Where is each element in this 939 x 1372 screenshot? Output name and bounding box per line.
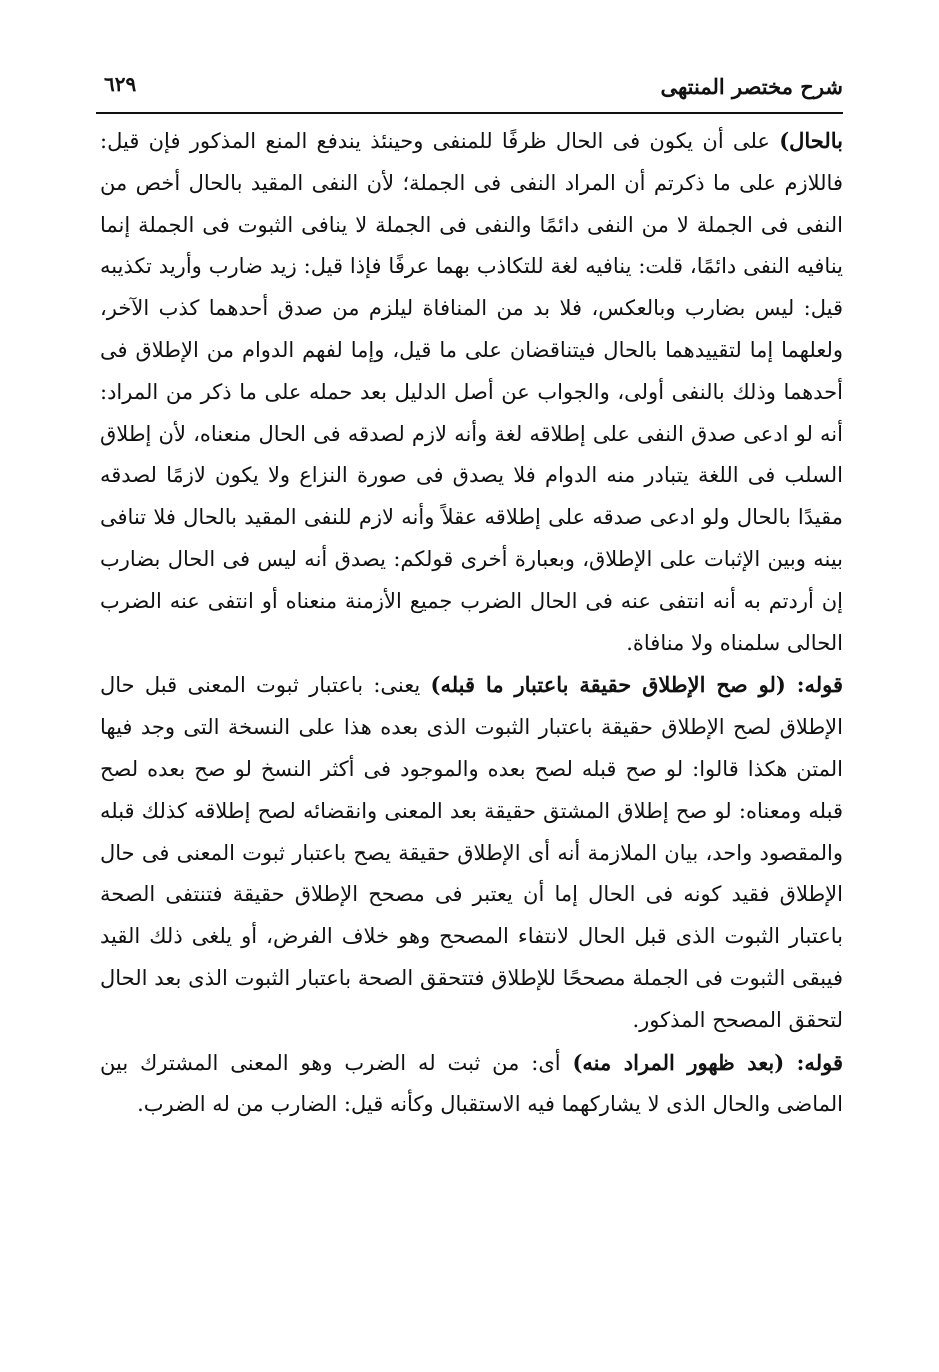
paragraph-text: أى: من ثبت له الضرب وهو المعنى المشترك بين الماضى والحال الذى لا يشاركهما فيه الاستقبال وكأنه قيل: الضارب من له الضرب. (100, 1050, 843, 1117)
paragraph-lead: قوله: (بعد ظهور المراد منه) (572, 1049, 843, 1075)
body-text (100, 120, 843, 1126)
paragraph (100, 120, 843, 664)
running-header (96, 66, 843, 110)
paragraph-text: يعنى: باعتبار ثبوت المعنى قبل حال الإطلاق لصح الإطلاق حقيقة باعتبار الثبوت الذى بعده هذا على النسخة التى وجد فيها المتن هكذا قالوا: لو صح قبله لصح بعده والموجود فى أكثر النسخ لو صح بعده لصح قبله ومعناه: لو صح إطلاق المشتق حقيقة بعد المعنى وانقضائه لصح إطلاقه كذلك قبله والمقصود واحد، بيان الملازمة أنه أى الإطلاق حقيقة يصح باعتبار ثبوت المعنى فى حال الإطلاق فقيد كونه فى الحال إما أن يعتبر فى مصحح الإطلاق حقيقة فتنتفى الصحة باعتبار الثبوت الذى قبل الحال لانتفاء المصحح وهو خلاف الفرض، أو يلغى ذلك القيد فيبقى الثبوت فى الجملة مصححًا للإطلاق فتتحقق الصحة باعتبار الثبوت الذى بعد الحال لتحقق المصحح المذكور. (100, 673, 843, 1032)
page-number: ٦٢٩ (104, 72, 137, 96)
paragraph (100, 1042, 843, 1127)
running-title: شرح مختصر المنتهى (660, 74, 843, 99)
paragraph-lead: قوله: (لو صح الإطلاق حقيقة باعتبار ما قبله) (430, 672, 843, 698)
paragraph (100, 664, 843, 1041)
paragraph-text: على أن يكون فى الحال ظرفًا للمنفى وحينئذ يندفع المنع المذكور فإن قيل: فاللازم على ما ذكرتم أن المراد النفى فى الجملة؛ لأن النفى المقيد بالحال أخص من النفى فى الجملة لا من النفى دائمًا والنفى فى الجملة لا ينافى الثبوت فى الجملة إنما ينافيه النفى دائمًا، قلت: ينافيه لغة للتكاذب بهما عرفًا فإذا قيل: زيد ضارب وأريد تكذيبه قيل: ليس بضارب وبالعكس، فلا بد من المنافاة ليلزم من صدق أحدهما كذب الآخر، ولعلهما إما لتقييدهما بالحال فيتناقضان على ما قيل، وإما لفهم الدوام من الإطلاق فى أحدهما وذلك بالنفى أولى، والجواب عن أصل الدليل بعد حمله على ما ذكر من المراد: أنه لو ادعى صدق النفى على إطلاقه لغة وأنه لازم لصدقه فى الحال منعناه، لأن إطلاق السلب فى اللغة يتبادر منه الدوام فلا يصدق فى صورة النزاع ولا يكون لازمًا لصدقه مقيدًا بالحال ولو ادعى صدقه على إطلاقه عقلاً وأنه لازم للنفى المقيد بالحال فلا تنافى بينه وبين الإثبات على الإطلاق، وبعبارة أخرى قولكم: يصدق أنه ليس فى الحال بضارب إن أردتم به أنه انتفى عنه فى الحال الضرب جميع الأزمنة منعناه أو انتفى عنه الضرب الحالى سلمناه ولا منافاة. (100, 129, 843, 655)
header-rule (96, 112, 843, 114)
paragraph-lead: بالحال) (779, 128, 843, 153)
